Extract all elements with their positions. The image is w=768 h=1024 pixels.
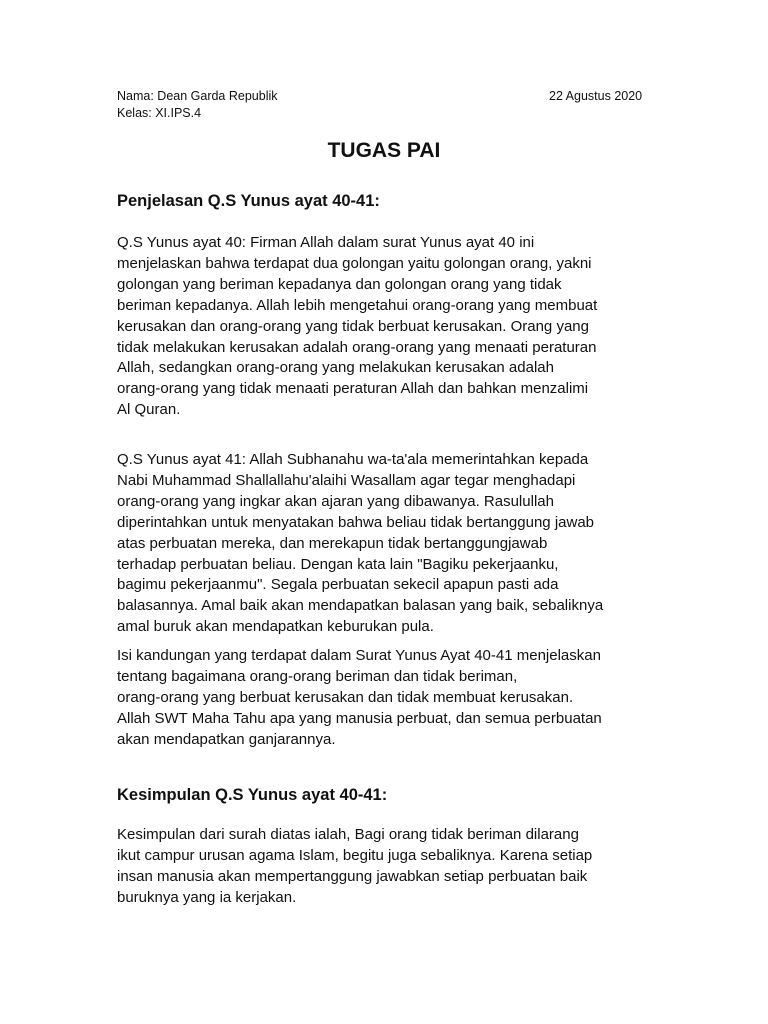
text-line: Q.S Yunus ayat 41: Allah Subhanahu wa-ta'ala memerintahkan kepada [117, 451, 589, 468]
text-line: orang-orang yang tidak menaati peraturan Allah dan bahkan menzalimi [117, 380, 589, 398]
student-info [117, 88, 278, 122]
page-title: TUGAS PAI [327, 139, 441, 162]
text-line: Nabi Muhammad Shallallahu'alaihi Wasallam agar tegar menghadapi [117, 471, 576, 489]
paragraph-kesimpulan [117, 825, 662, 909]
text-line: ikut campur urusan agama Islam, begitu juga sebaliknya. Karena setiap [117, 846, 593, 864]
text-line: beriman kepadanya. Allah lebih mengetahui orang-orang yang membuat [117, 296, 598, 314]
text-line: Q.S Yunus ayat 40: Firman Allah dalam surat Yunus ayat 40 ini [117, 234, 535, 251]
text-line: atas perbuatan mereka, dan merekapun tidak bertanggungjawab [117, 534, 548, 552]
text-line: kerusakan dan orang-orang yang tidak berbuat kerusakan. Orang yang [117, 317, 589, 335]
section-heading-penjelasan: Penjelasan Q.S Yunus ayat 40-41: [117, 192, 380, 210]
text-line: diperintahkan untuk menyatakan bahwa beliau tidak bertanggung jawab [117, 513, 595, 531]
text-line: golongan yang beriman kepadanya dan golongan orang yang tidak [117, 275, 562, 293]
student-class: Kelas: XI.IPS.4 [117, 106, 202, 120]
text-line: balasannya. Amal baik akan mendapatkan balasan yang baik, sebaliknya [117, 597, 604, 615]
student-name: Nama: Dean Garda Republik [117, 89, 278, 103]
text-line: insan manusia akan mempertanggung jawabkan setiap perbuatan baik [117, 867, 588, 885]
text-line: Allah, sedangkan orang-orang yang melakukan kerusakan adalah [117, 359, 554, 377]
text-line: terhadap perbuatan beliau. Dengan kata lain "Bagiku pekerjaanku, [117, 555, 559, 573]
text-line: Allah SWT Maha Tahu apa yang manusia perbuat, dan semua perbuatan [117, 709, 602, 727]
text-line: tentang bagaimana orang-orang beriman dan tidak beriman, [117, 667, 518, 685]
text-line: Al Quran. [117, 401, 181, 419]
text-line: Kesimpulan dari surah diatas ialah, Bagi orang tidak beriman dilarang [117, 826, 579, 843]
paragraph-ayat-41 [117, 450, 662, 638]
text-line: menjelaskan bahwa terdapat dua golongan yaitu golongan orang, yakni [117, 254, 592, 272]
section-heading-kesimpulan: Kesimpulan Q.S Yunus ayat 40-41: [117, 786, 388, 804]
text-line: buruknya yang ia kerjakan. [117, 888, 297, 906]
text-line: amal buruk akan mendapatkan keburukan pula. [117, 618, 434, 636]
text-line: orang-orang yang berbuat kerusakan dan tidak membuat kerusakan. [117, 688, 574, 706]
text-line: akan mendapatkan ganjarannya. [117, 730, 336, 748]
text-line: Isi kandungan yang terdapat dalam Surat Yunus Ayat 40-41 menjelaskan [117, 647, 601, 664]
document-date: 22 Agustus 2020 [549, 89, 643, 103]
paragraph-isi-kandungan [117, 646, 662, 751]
paragraph-ayat-40 [117, 233, 662, 421]
text-line: bagimu pekerjaanmu". Segala perbuatan sekecil apapun pasti ada [117, 576, 559, 594]
text-line: orang-orang yang ingkar akan ajaran yang dibawanya. Rasulullah [117, 492, 554, 510]
text-line: tidak melakukan kerusakan adalah orang-orang yang menaati peraturan [117, 338, 597, 356]
